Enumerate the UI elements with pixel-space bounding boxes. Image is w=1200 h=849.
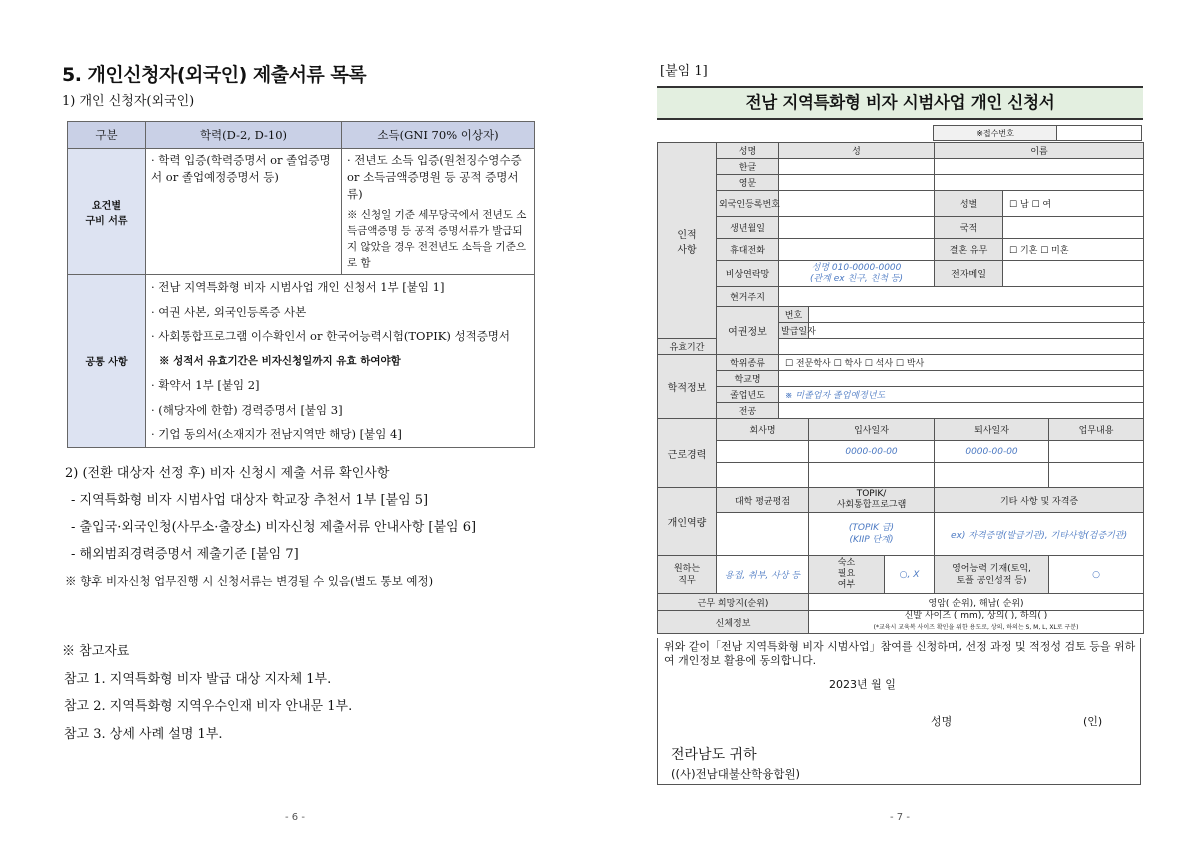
duty-field[interactable] (1049, 441, 1144, 463)
email-label: 전자메일 (935, 261, 1003, 287)
mobile-label: 휴대전화 (717, 239, 779, 261)
school-field[interactable] (779, 371, 1144, 387)
company-label: 회사명 (717, 419, 809, 441)
address-label: 현거주지 (717, 287, 779, 307)
income-docs-cell (342, 149, 535, 275)
application-date: 2023년 월 일 (829, 678, 896, 691)
name-label: 성명 (717, 143, 779, 159)
list-item: - 지역특화형 비자 시범사업 대상자 학교장 추천서 1부 [붙임 5] (71, 493, 429, 508)
section-heading: 2) (전환 대상자 선정 후) 비자 신청시 제출 서류 확인사항 (65, 466, 390, 481)
gender-checkboxes[interactable]: ☐ 남 ☐ 여 (1003, 191, 1144, 217)
list-item: · (해당자에 한함) 경력증명서 [붙임 3] (151, 402, 343, 417)
education-docs-cell: · 학력 입증(학력증명서 or 졸업증명서 or 졸업예정증명서 등) (146, 149, 342, 275)
income-docs-text: · 전년도 소득 입증(원천징수영수증 or 소득금액증명원 등 공적 증명서류) (347, 153, 522, 201)
region-field[interactable]: 영암( 순위), 해남( 순위) (809, 594, 1144, 611)
email-field[interactable] (1003, 261, 1144, 287)
passport-expiry-field[interactable] (779, 339, 1144, 355)
english-label: 영문 (717, 175, 779, 191)
page-number: - 6 - (285, 812, 305, 823)
degree-checkboxes[interactable]: ☐ 전문학사 ☐ 학사 ☐ 석사 ☐ 박사 (779, 355, 1144, 371)
list-item: · 여권 사본, 외국인등록증 사본 (151, 304, 307, 319)
addressee: 전라남도 귀하 (671, 747, 757, 763)
gpa-label: 대학 평균평점 (717, 488, 809, 513)
dorm-label-line-2: 필요 (837, 569, 856, 579)
note: ※ 향후 비자신청 업무진행 시 신청서류는 변경될 수 있음(별도 통보 예정) (65, 574, 434, 588)
wish-field[interactable]: 용접, 취부, 사상 등 (717, 556, 809, 594)
list-item: 참고 1. 지역특화형 비자 발급 대상 지자체 1부. (64, 671, 332, 687)
receipt-number (933, 125, 1142, 141)
row-label (68, 149, 146, 275)
application-form (657, 142, 1144, 634)
grad-year-label: 졸업년도 (717, 387, 779, 403)
company-field[interactable] (717, 463, 809, 488)
common-docs-cell (146, 275, 535, 448)
required-documents-table (67, 121, 535, 448)
signature-label: 성명 (931, 715, 953, 728)
list-item: 참고 3. 상세 사례 설명 1부. (64, 726, 223, 742)
passport-issue-field[interactable] (809, 323, 1144, 339)
references (62, 638, 352, 748)
body-info-field[interactable] (809, 611, 1144, 634)
dorm-field[interactable]: ○, X (885, 556, 935, 594)
english-ability-line-1: 영어능력 기재(토익, (952, 563, 1031, 574)
reg-no-field[interactable] (779, 191, 935, 217)
consent-text: 위와 같이「전남 지역특화형 비자 시범사업」참여를 신청하며, 선정 과정 및 적정성 검토 등을 위하여 개인정보 활용에 동의합니다. (664, 640, 1136, 667)
major-label: 전공 (717, 403, 779, 419)
marital-label: 결혼 유무 (935, 239, 1003, 261)
body-info-note: (*교육시 교육복 사이즈 확인을 위한 용도로, 상의, 하의는 S, M, L, XL로 구분) (873, 624, 1079, 631)
list-item: - 해외범죄경력증명서 제출기준 [붙임 7] (71, 547, 299, 562)
receipt-input[interactable] (1057, 125, 1142, 141)
body-info-label: 신체정보 (658, 611, 809, 634)
reg-no-label: 외국인등록번호 (717, 191, 779, 217)
seal-label: (인) (1083, 715, 1103, 728)
warning-note: ※ 성적서 유효기간은 비자신청일까지 유효 하여야함 (159, 354, 401, 367)
major-field[interactable] (779, 403, 1144, 419)
table-header: 소득(GNI 70% 이상자) (342, 122, 535, 149)
company-field[interactable] (717, 441, 809, 463)
other-field[interactable]: ex) 자격증명(발급기관), 기타사항(검증기관) (935, 513, 1144, 556)
dorm-label-line-3: 여부 (837, 580, 856, 590)
section-2 (65, 460, 476, 595)
list-item: - 출입국·외국인청(사무소·출장소) 비자신청 제출서류 안내사항 [붙임 6] (71, 520, 477, 535)
wish-label-line-1: 원하는 (673, 563, 701, 574)
row-label (68, 275, 146, 448)
table-header: 학력(D-2, D-10) (146, 122, 342, 149)
address-field[interactable] (779, 287, 1144, 307)
row-label-text: 요건별 구비 서류 (85, 200, 128, 227)
topik-example-1: (TOPIK 급) (848, 523, 895, 533)
organization: ((사)전남대불산학융합원) (671, 767, 801, 781)
duty-label: 업무내용 (1049, 419, 1144, 441)
topik-example-2: (KIIP 단계) (849, 535, 894, 545)
table-header: 구분 (68, 122, 146, 149)
topik-label (809, 488, 935, 513)
emergency-example-1: 성명 010-0000-0000 (811, 262, 902, 273)
dorm-label (809, 556, 885, 594)
topik-label-line-2: 사회통합프로그램 (836, 500, 907, 510)
leave-date-field[interactable]: 0000-00-00 (935, 441, 1049, 463)
duty-field[interactable] (1049, 463, 1144, 488)
section-subtitle: 1) 개인 신청자(외국인) (62, 94, 195, 109)
topik-label-line-1: TOPIK/ (856, 489, 887, 499)
section-label-text: 인적 사항 (677, 229, 697, 256)
leave-date-field[interactable] (935, 463, 1049, 488)
english-surname-field[interactable] (779, 175, 935, 191)
korean-given-field[interactable] (935, 159, 1144, 175)
personal-section-label (658, 143, 717, 339)
references-heading: ※ 참고자료 (62, 644, 130, 659)
leave-date-label: 퇴사일자 (935, 419, 1049, 441)
topik-field[interactable] (809, 513, 935, 556)
english-given-field[interactable] (935, 175, 1144, 191)
page-number: - 7 - (890, 812, 910, 823)
gpa-field[interactable] (717, 513, 809, 556)
form-title: 전남 지역특화형 비자 시범사업 개인 신청서 (657, 86, 1143, 120)
join-date-label: 입사일자 (809, 419, 935, 441)
list-item: · 전남 지역특화형 비자 시범사업 개인 신청서 1부 [붙임 1] (151, 280, 445, 294)
passport-number-field[interactable] (809, 307, 1144, 323)
degree-label: 학위종류 (717, 355, 779, 371)
join-date-field[interactable]: 0000-00-00 (809, 441, 935, 463)
emergency-example-2: (관계 ex 친구, 친척 등) (809, 273, 904, 284)
list-item: · 확약서 1부 [붙임 2] (151, 378, 260, 392)
given-name-label: 이름 (935, 143, 1144, 159)
grad-year-field[interactable]: ※ 미졸업자 졸업예정년도 (779, 387, 1144, 403)
ability-section-label: 개인역량 (658, 488, 717, 556)
other-label: 기타 사항 및 자격증 (935, 488, 1144, 513)
wish-label (658, 556, 717, 594)
emergency-label: 비상연락망 (717, 261, 779, 287)
attachment-label: [붙임 1] (660, 64, 708, 79)
region-label: 근무 희망지(순위) (658, 594, 809, 611)
english-ability-field[interactable]: ○ (1049, 556, 1144, 594)
page-title: 5. 개인신청자(외국인) 제출서류 목록 (62, 64, 367, 86)
surname-label: 성 (779, 143, 935, 159)
join-date-field[interactable] (809, 463, 935, 488)
passport-issue-label: 발급일자 (779, 323, 809, 339)
nationality-field[interactable] (1003, 217, 1144, 239)
row-label-text: 공통 사항 (85, 357, 128, 369)
nationality-label: 국적 (935, 217, 1003, 239)
receipt-label: ※접수번호 (933, 125, 1057, 141)
english-ability-label (935, 556, 1049, 594)
passport-expiry-label: 유효기간 (658, 339, 717, 355)
school-label: 학교명 (717, 371, 779, 387)
emergency-field[interactable] (779, 261, 935, 287)
marital-checkboxes[interactable]: ☐ 기혼 ☐ 미혼 (1003, 239, 1144, 261)
list-item: · 기업 동의서(소재지가 전남지역만 해당) [붙임 4] (151, 427, 402, 441)
mobile-field[interactable] (779, 239, 935, 261)
dob-field[interactable] (779, 217, 935, 239)
list-item: · 사회통합프로그램 이수확인서 or 한국어능력시험(TOPIK) 성적증명서 (151, 329, 511, 343)
income-note: ※ 신청일 기준 세무당국에서 전년도 소득금액증명 등 공적 증명서류가 발급되지 않았을 경우 전전년도 소득을 기준으로 함 (347, 209, 527, 269)
passport-number-label: 번호 (779, 307, 809, 323)
wish-label-line-2: 직무 (678, 575, 696, 586)
english-ability-line-2: 토플 공인성적 등) (956, 575, 1027, 586)
body-info-value: 신발 사이즈 ( mm), 상의( ), 하의( ) (904, 611, 1048, 621)
korean-surname-field[interactable] (779, 159, 935, 175)
work-section-label: 근로경력 (658, 419, 717, 488)
korean-label: 한글 (717, 159, 779, 175)
dorm-label-line-1: 숙소 (837, 558, 856, 568)
dob-label: 생년월일 (717, 217, 779, 239)
passport-section-label: 여권정보 (717, 307, 779, 355)
list-item: 참고 2. 지역특화형 지역우수인재 비자 안내문 1부. (64, 699, 353, 714)
gender-label: 성별 (935, 191, 1003, 217)
education-section-label: 학적정보 (658, 355, 717, 419)
